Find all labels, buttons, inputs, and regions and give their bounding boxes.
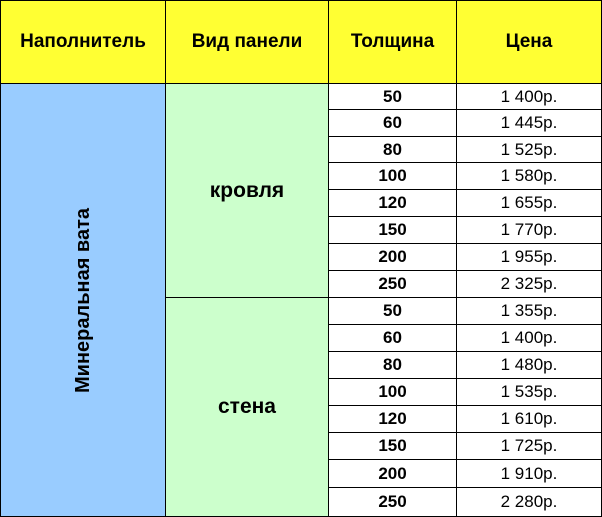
thickness-cell: 60: [328, 324, 457, 352]
panel-type-cell-wall: стена: [165, 297, 329, 517]
panel-type-cell-roof: кровля: [165, 83, 329, 298]
price-cell: 1 610р.: [456, 405, 602, 433]
thickness-cell: 80: [328, 136, 457, 163]
thickness-cell: 120: [328, 405, 457, 433]
thickness-cell: 250: [328, 270, 457, 298]
header-thickness: Толщина: [328, 0, 457, 84]
price-cell: 1 400р.: [456, 83, 602, 110]
thickness-cell: 100: [328, 378, 457, 406]
price-cell: 1 445р.: [456, 109, 602, 137]
price-cell: 1 535р.: [456, 378, 602, 406]
price-cell: 1 480р.: [456, 351, 602, 379]
thickness-cell: 250: [328, 487, 457, 517]
price-cell: 1 580р.: [456, 162, 602, 190]
thickness-cell: 50: [328, 83, 457, 110]
price-cell: 1 910р.: [456, 459, 602, 488]
filler-cell: [0, 83, 166, 517]
filler-label: Минеральная вата: [71, 207, 94, 393]
thickness-cell: 80: [328, 351, 457, 379]
thickness-cell: 150: [328, 216, 457, 244]
price-cell: 2 325р.: [456, 270, 602, 298]
price-cell: 1 955р.: [456, 243, 602, 271]
price-cell: 1 770р.: [456, 216, 602, 244]
header-panel-type: Вид панели: [165, 0, 329, 84]
price-cell: 2 280р.: [456, 487, 602, 517]
price-cell: 1 725р.: [456, 432, 602, 460]
thickness-cell: 100: [328, 162, 457, 190]
thickness-cell: 60: [328, 109, 457, 137]
thickness-cell: 200: [328, 243, 457, 271]
thickness-cell: 50: [328, 297, 457, 325]
thickness-cell: 150: [328, 432, 457, 460]
header-price: Цена: [456, 0, 602, 84]
price-cell: 1 355р.: [456, 297, 602, 325]
thickness-cell: 120: [328, 189, 457, 217]
price-cell: 1 525р.: [456, 136, 602, 163]
thickness-cell: 200: [328, 459, 457, 488]
price-cell: 1 400р.: [456, 324, 602, 352]
price-cell: 1 655р.: [456, 189, 602, 217]
header-filler: Наполнитель: [0, 0, 166, 84]
